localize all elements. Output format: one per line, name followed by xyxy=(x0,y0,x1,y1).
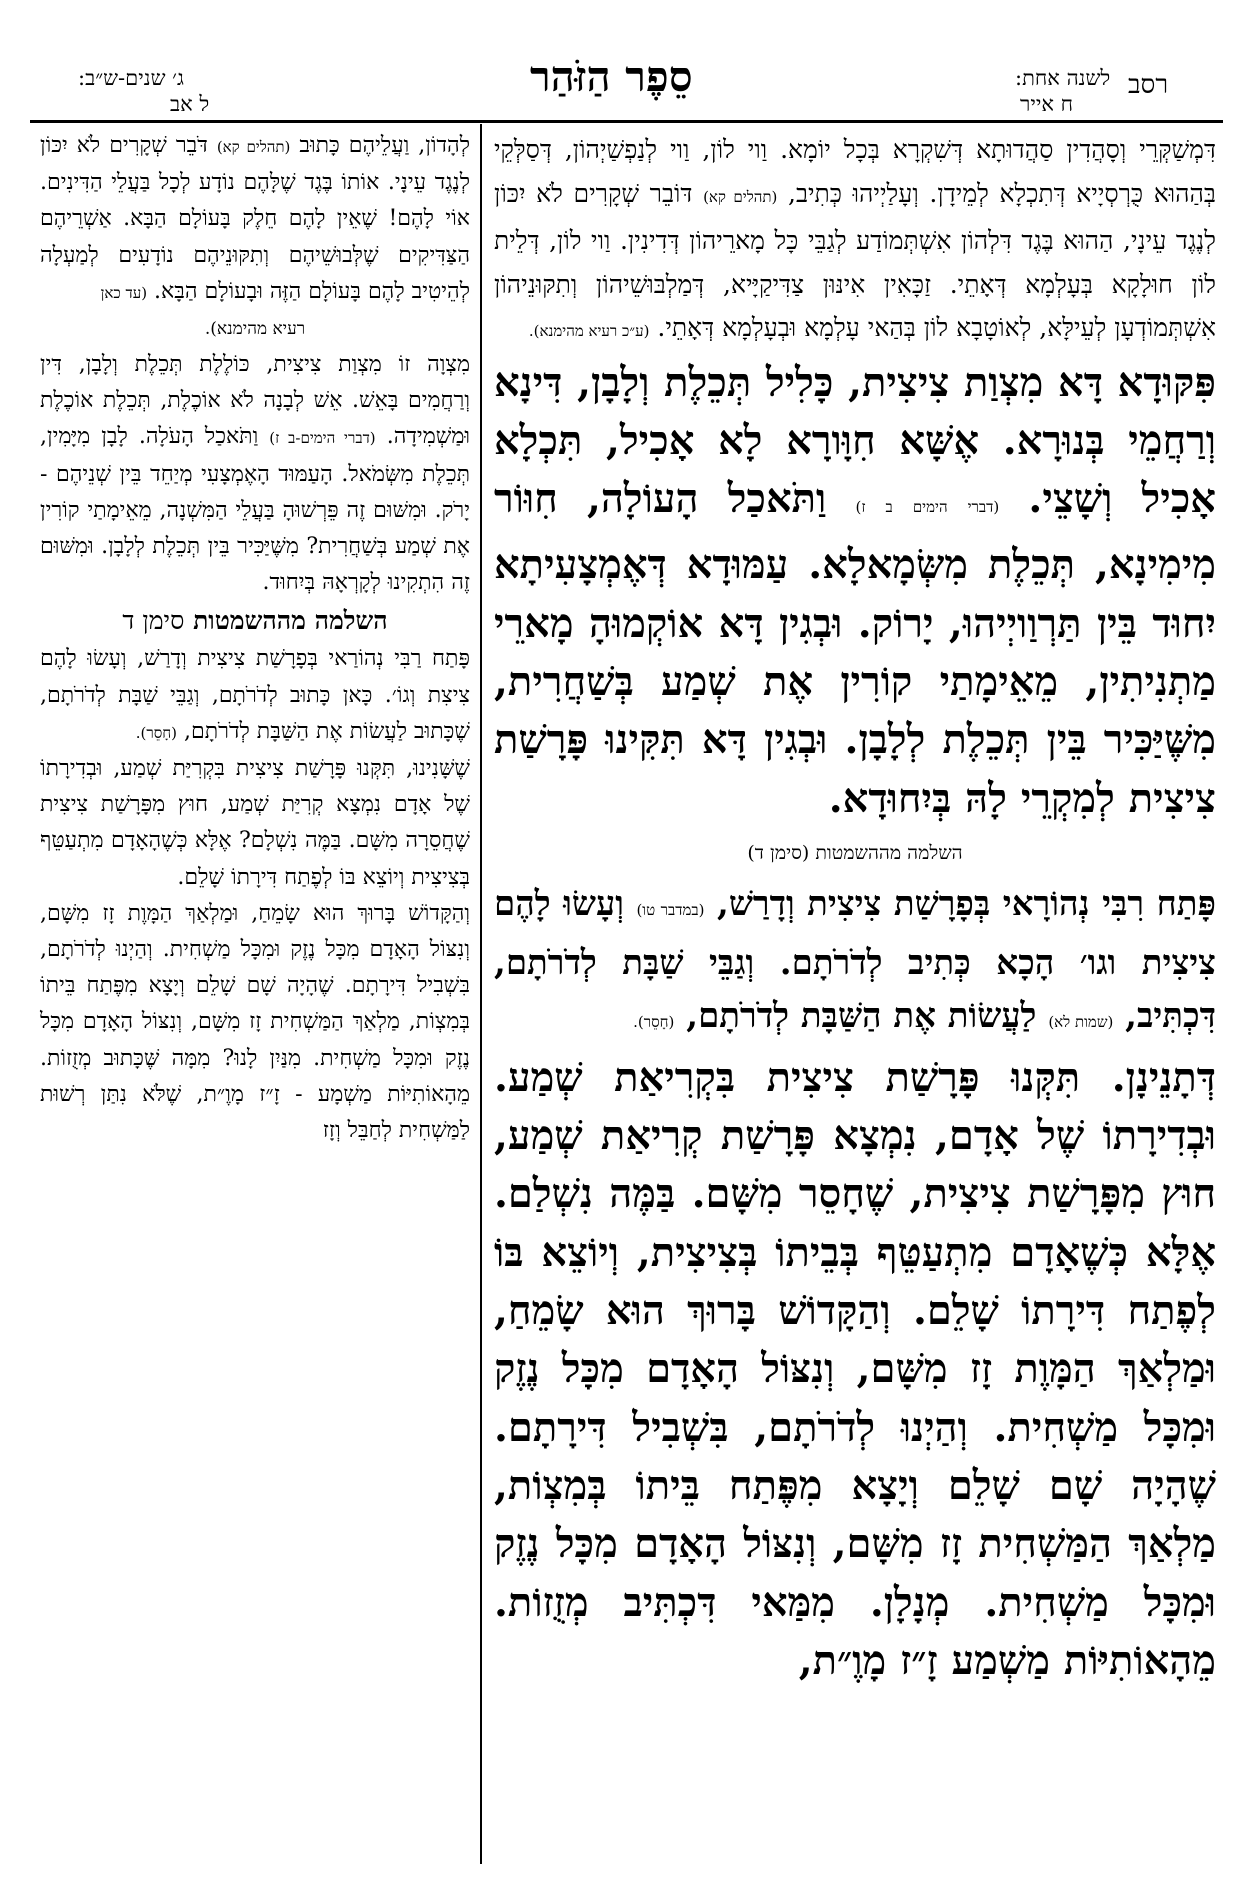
missing-note: (חָסֵר). xyxy=(135,723,177,742)
schedule-years-label: ג׳ שנים-ש״ב: xyxy=(78,66,184,90)
book-title: סֵפֶר הַזֹּהַר xyxy=(530,52,693,101)
section-number: (סימן ד) xyxy=(747,841,810,864)
aramaic-text: וְעָשׂוּ לָהֶם צִיצִית וגו׳ הָכָא כְּתִיב לְדֹרֹתָם. וְגַבֵּי שַׁבָּת לְדֹרֹתָם, דִּכְתִּיב, xyxy=(494,883,1216,1036)
hebrew-paragraph-1 xyxy=(40,128,470,311)
aramaic-column xyxy=(494,128,1216,1690)
source-reference: (תהלים קא) xyxy=(216,138,291,156)
header-rule xyxy=(30,120,1223,123)
section-title: השלמה מההשמטות xyxy=(815,841,963,864)
aramaic-text: דְּתָנֵינָן. תִּקְּנוּ פָּרָשַׁת צִיצִית בִּקְרִיאַת שְׁמַע. וּבְדִירָתוֹ שֶׁל אָדָם, נִמְצָא פָּרָשַׁת קְרִיאַת שְׁמַע, חוּץ מִפָּרָשַׁת צִיצִית, שֶׁחָסֵר מִשָּׁם. בַּמֶּה נִשְׁלַם. אֶלָּא כְּשֶׁאָדָם מִתְעַטֵּף בְּבֵיתוֹ בְּצִיצִית, וְיוֹצֵא בּוֹ לְפֶתַח דִּירָתוֹ שָׁלֵם. וְהַקָּדוֹשׁ בָּרוּךְ הוּא שָׂמֵחַ, וּמַלְאַךְ הַמָּוֶת זָז מִשָּׁם, וְנִצּוֹל הָאָדָם מִכָּל נֶזֶק וּמִכָּל מַשְׁחִית. וְהַיְנוּ לְדֹרֹתָם, בִּשְׁבִיל דִּירָתָם. שֶׁהָיָה שָׁם שָׁלֵם וְיָצָא מִפֶּתַח בֵּיתוֹ בְּמִצְוֹת, מַלְאַךְ הַמַּשְׁחִית זָז מִשָּׁם, וְנִצּוֹל הָאָדָם מִכָּל נֶזֶק וּמִכָּל מַשְׁחִית. מְנָלָן. מִמַּאי דִּכְתִּיב מְזֻזוֹת. מֵהָאוֹתִיּוֹת מַשְׁמַע זָ״ז מָוֶ״ת, xyxy=(494,1053,1216,1684)
section-title: השלמה מההשמטות xyxy=(193,606,388,636)
hebrew-text: שֶׁשָּׁנִינוּ, תִּקְּנוּ פָּרָשַׁת צִיצִית בִּקְרִיַּת שְׁמַע, וּבְדִירָתוֹ שֶׁל אָדָם נִמְצָא קְרִיַּת שְׁמַע, חוּץ מִפָּרָשַׁת צִיצִית שֶׁחֲסֵרָה מִשָּׁם. בַּמֶּה נִשְׁלָם? אֶלָּא כְּשֶׁהָאָדָם מִתְעַטֵּף בְּצִיצִית וְיוֹצֵא בּוֹ לְפֶתַח דִּירָתוֹ שָׁלֵם. xyxy=(40,756,470,890)
hebrew-text: מִצְוָה זוֹ מִצְוַת צִיצִית, כּוֹלֶלֶת תְּכֵלֶת וְלָבָן, דִּין וְרַחֲמִים בָּאֵשׁ. אֵשׁ לְבָנָה לֹא אוֹכֶלֶת, תְּכֵלֶת אוֹכֶלֶת וּמַשְׁמִידָה. xyxy=(40,352,470,450)
aramaic-text: פָּתַח רִבִּי נְהוֹרָאי בְּפָרָשַׁת צִיצִית וְדָרַשׁ, xyxy=(716,883,1216,924)
hebrew-paragraph-3 xyxy=(40,641,470,751)
source-reference: (במדבר טו) xyxy=(636,900,705,919)
aramaic-text: דִּמְשַׁקְּרֵי וְסָהֲדִין סַהֲדוּתָא דְּשִׁקְרָא בְּכָל יוֹמָא. וַוי לוֹן, וַוי לְנַפְשַׁיְהוֹן, דְּסַלְּקֵי בְּהַהוּא כֻּרְסְיָיא דְּתִכְלָא לְמֵידָן. וְעָלַיְיהוּ כְּתִיב, xyxy=(494,135,1216,208)
source-reference: (דברי הימים ב ז) xyxy=(855,498,1000,517)
source-reference: (דברי הימים-ב ז) xyxy=(269,429,376,448)
aramaic-text: וַתֹּאכַל הָעוֹלָה, חִוּוֹר מִימִינָא, תְּכֵלֶת מִשְּׂמָאלָא. עַמּוּדָא דְּאֶמְצָעִיתָא יִחוּד בֵּין תַּרְוַויְיהוּ, יָרוֹק. וּבְגִין דָּא אוֹקְמוּהָ מָארֵי מַתְנִיתִין, מֵאֵימָתַי קוֹרִין אֶת שְׁמַע בְּשַׁחֲרִית, מִשֶּׁיַּכִּיר בֵּין תְּכֵלֶת לְלָבָן. וּבְגִין דָּא תִּקִּינוּ פָּרָשַׁת צִיצִית לְמִקְרֵי לָהּ בְּיִחוּדָא. xyxy=(494,475,1217,822)
date-left-label: ל אב xyxy=(170,92,210,116)
source-reference: (תהלים קא) xyxy=(703,187,778,206)
hebrew-paragraph-5 xyxy=(40,896,470,1149)
hebrew-paragraph-4 xyxy=(40,751,470,896)
hebrew-text: דֹּבֵר שְׁקָרִים לֹא יִכּוֹן לְנֶגֶד עֵינָי. אוֹתוֹ בֶּגֶד שֶׁלָּהֶם נוֹדָע לְכָל בַּעֲלֵי הַדִּינִים. אוֹי לָהֶם! שֶׁאֵין לָהֶם חֵלֶק בָּעוֹלָם הַבָּא. אַשְׁרֵיהֶם הַצַּדִּיקִים שֶׁלְּבוּשֵׁיהֶם וְתִקּוּנֵיהֶם נוֹדָעִים לְמַעְלָה לְהֵיטִיב לָהֶם בָּעוֹלָם הַזֶּה וּבָעוֹלָם הַבָּא. xyxy=(40,133,470,304)
section-heading xyxy=(40,601,470,641)
aramaic-text: פִּקּוּדָא דָּא מִצְוַת צִיצִית, כָּלִיל תְּכֵלֶת וְלָבָן, דִּינָא וְרַחֲמֵי בְּנוּרָא. אֶשָּׁא חִוָּורָא לָא אָכִיל, תִּכְלָא אָכִיל וְשָׁצֵי. xyxy=(494,358,1216,523)
aramaic-paragraph-1 xyxy=(494,128,1216,354)
source-reference: רעיא מהימנא). xyxy=(204,319,306,340)
source-reference: (שמות לא) xyxy=(1048,1012,1114,1031)
column-divider xyxy=(480,124,482,1864)
date-right-label: ח אייר xyxy=(1020,92,1074,116)
aramaic-paragraph-4 xyxy=(494,1049,1216,1690)
hebrew-text: וְהַקָּדוֹשׁ בָּרוּךְ הוּא שָׂמֵחַ, וּמַלְאַךְ הַמָּוֶת זָז מִשָּׁם, וְנִצּוֹל הָאָדָם מִכָּל נֶזֶק וּמִכָּל מַשְׁחִית. וְהַיְנוּ לְדֹרֹתָם, בִּשְׁבִיל דִּירָתָם. שֶׁהָיָה שָׁם שָׁלֵם וְיָצָא מִפֶּתַח בֵּיתוֹ בְּמִצְוֹת, מַלְאַךְ הַמַּשְׁחִית זָז מִשָּׁם, וְנִצּוֹל הָאָדָם מִכָּל נֶזֶק וּמִכָּל מַשְׁחִית. מִנַּיִן לָנוּ? מִמָּה שֶּׁכָּתוּב מְזֻזוֹת. מֵהָאוֹתִיּוֹת מַשְׁמָע - זָ״ז מָוֶ״ת, שֶׁלֹּא נִתַּן רְשׁוּת לַמַּשְׁחִית לְחַבֵּל וְזָז xyxy=(40,900,470,1144)
page-header xyxy=(0,0,1253,116)
hebrew-text: וַתֹּאכַל הָעֹלָה. לָבָן מִיָּמִין, תְּכֵלֶת מִשְּׂמֹאל. הָעַמּוּד הָאֶמְצָעִי מְיַחֵד בֵּין שְׁנֵיהֶם - יָרֹק. וּמִשּׁוּם זֶה פֵּרְשׁוּהָ בַּעֲלֵי הַמִּשְׁנָה, מֵאֵימָתַי קוֹרִין אֶת שְׁמַע בְּשַׁחֲרִית? מִשֶּׁיַּכִּיר בֵּין תְּכֵלֶת לְלָבָן. וּמִשּׁוּם זֶה הִתְקִינוּ לְקָרְאָהּ בְּיִחוּד. xyxy=(40,424,470,596)
page-number: רסב xyxy=(1128,70,1169,100)
source-reference: (עד כאן xyxy=(100,283,148,302)
schedule-year-label: לשנה אחת: xyxy=(1015,66,1111,90)
aramaic-paragraph-3 xyxy=(494,878,1216,1049)
source-reference: (ע״כ רעיא מהימנא). xyxy=(528,322,650,340)
aramaic-paragraph-2 xyxy=(494,354,1216,828)
hebrew-text: פָּתַח רַבִּי נְהוֹרַאי בְּפָרָשַׁת צִיצִית וְדָרַשׁ, וְעָשׂוּ לָהֶם צִיצִת וְגוֹ׳. כָּאן כָּתוּב לְדֹרֹתָם, וְגַבֵּי שַׁבָּת לְדֹרֹתָם, שֶׁכָּתוּב לַעֲשׂוֹת אֶת הַשַּׁבָּת לְדֹרֹתָם, xyxy=(40,646,470,744)
section-number: סימן ד xyxy=(122,606,185,636)
aramaic-text: דּוֹבֵר שְׁקָרִים לֹא יִכּוֹן לְנֶגֶד עֵינָי, הַהוּא בֶּגֶד דִּלְהוֹן אִשְׁתְּמוֹדַע לְגַבֵּי כָּל מָארֵיהוֹן דְּדִינִין. וַוי לוֹן, דְּלֵית לוֹן חוּלָקָא בְּעָלְמָא דְּאָתֵי. זַכָּאִין אִינּוּן צַדִּיקַיָּיא, דְּמַלְבּוּשֵׁיהוֹן וְתִקּוּנֵיהוֹן אִשְׁתְּמוֹדְעָן לְעֵילָּא, לְאוֹטָבָא לוֹן בְּהַאי עָלְמָא וּבְעָלְמָא דְּאָתֵי. xyxy=(494,178,1216,342)
hebrew-text: לְהָדוֹן, וַעֲלֵיהֶם כָּתוּב xyxy=(299,133,471,158)
missing-note: (חָסֵר). xyxy=(633,1012,675,1031)
hebrew-column xyxy=(40,128,470,1149)
aramaic-text: לַעֲשׂוֹת אֶת הַשַּׁבָּת לְדֹרֹתָם, xyxy=(686,995,1037,1036)
section-heading xyxy=(494,828,1216,878)
hebrew-paragraph-2 xyxy=(40,347,470,601)
